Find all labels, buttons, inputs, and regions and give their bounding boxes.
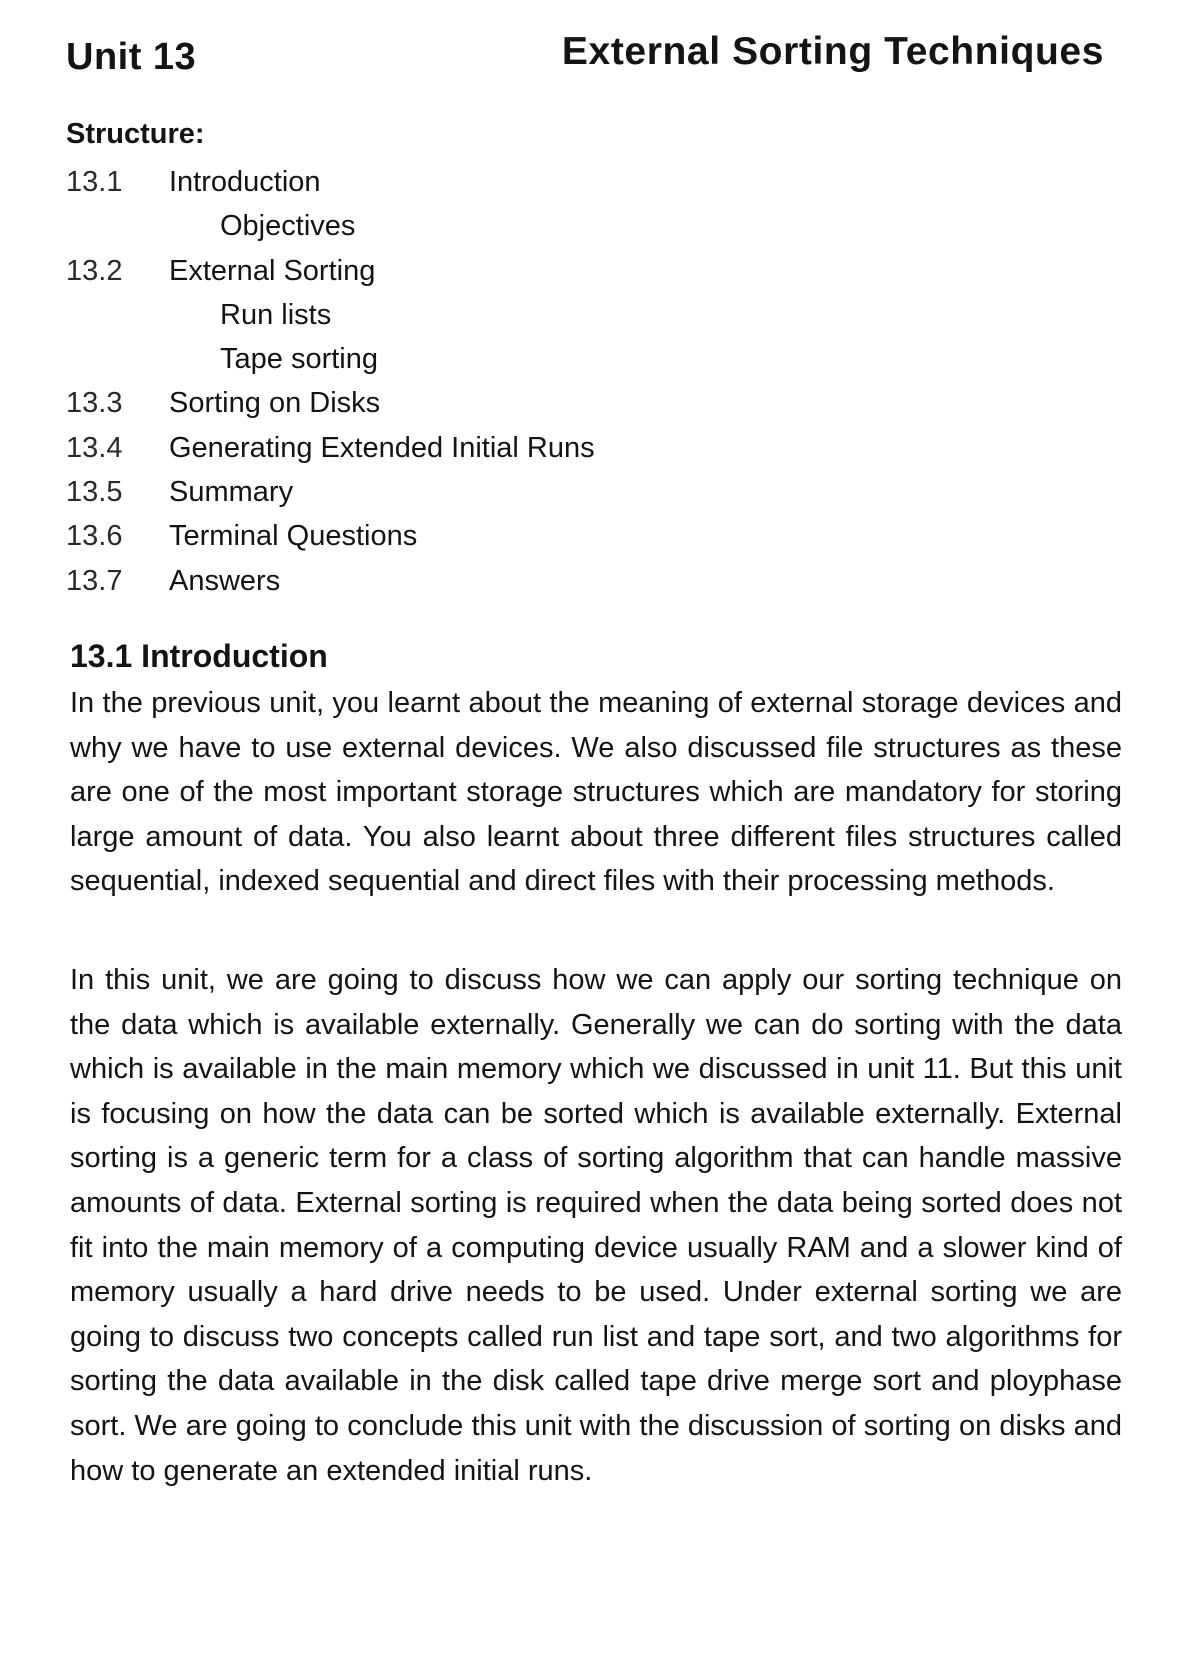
toc-entry [66, 426, 766, 470]
toc-label: Objectives [220, 210, 356, 243]
toc-entry [66, 514, 766, 558]
structure-heading: Structure: [66, 118, 205, 150]
toc-number: 13.6 [66, 520, 123, 553]
toc-number: 13.5 [66, 476, 123, 509]
toc-label: Answers [169, 564, 281, 597]
toc-label: External Sorting [169, 254, 376, 287]
toc-label: Run lists [220, 298, 332, 331]
toc-label: Sorting on Disks [169, 387, 381, 420]
toc-label: Generating Extended Initial Runs [169, 431, 595, 464]
paragraph: In this unit, we are going to discuss how we can apply our sorting technique on the data which is available externally. Generally we can do sorting with the data which is available in the main memory which we discussed in unit 11. But this unit is focusing on how the data can be sorted which is available externally. External sorting is a generic term for a class of sorting algorithm that can handle massive amounts of data. External sorting is required when the data being sorted does not fit into the main memory of a computing device usually RAM and a slower kind of memory usually a hard drive needs to be used. Under external sorting we are going to discuss two concepts called run list and tape sort, and two algorithms for sorting the data available in the disk called tape drive merge sort and ployphase sort. We are going to conclude this unit with the discussion of sorting on disks and how to generate an extended initial runs. [70, 964, 1122, 1487]
toc-number: 13.3 [66, 387, 123, 420]
section-heading: 13.1 Introduction [70, 638, 328, 674]
toc-subentry [66, 337, 766, 381]
toc-entry [66, 381, 766, 425]
toc-subentry [66, 204, 766, 248]
toc-entry [66, 249, 766, 293]
toc-entry [66, 160, 766, 204]
toc-entry [66, 470, 766, 514]
unit-label: Unit 13 [66, 36, 197, 78]
toc-subentry [66, 293, 766, 337]
toc-number: 13.7 [66, 564, 123, 597]
toc-label: Tape sorting [220, 343, 378, 376]
toc-number: 13.1 [66, 166, 123, 198]
structure-list [66, 160, 766, 603]
toc-number: 13.2 [66, 254, 123, 287]
toc-label: Introduction [169, 166, 321, 198]
toc-label: Summary [169, 476, 294, 509]
toc-number: 13.4 [66, 431, 123, 464]
toc-entry [66, 559, 766, 603]
toc-label: Terminal Questions [169, 520, 418, 553]
paragraph: In the previous unit, you learnt about the meaning of external storage devices and why we have to use external devices. We also discussed file structures as these are one of the most important storage structures which are mandatory for storing large amount of data. You also learnt about three different files structures called sequential, indexed sequential and direct files with their processing methods. [70, 687, 1122, 898]
unit-title: External Sorting Techniques [561, 30, 1104, 73]
